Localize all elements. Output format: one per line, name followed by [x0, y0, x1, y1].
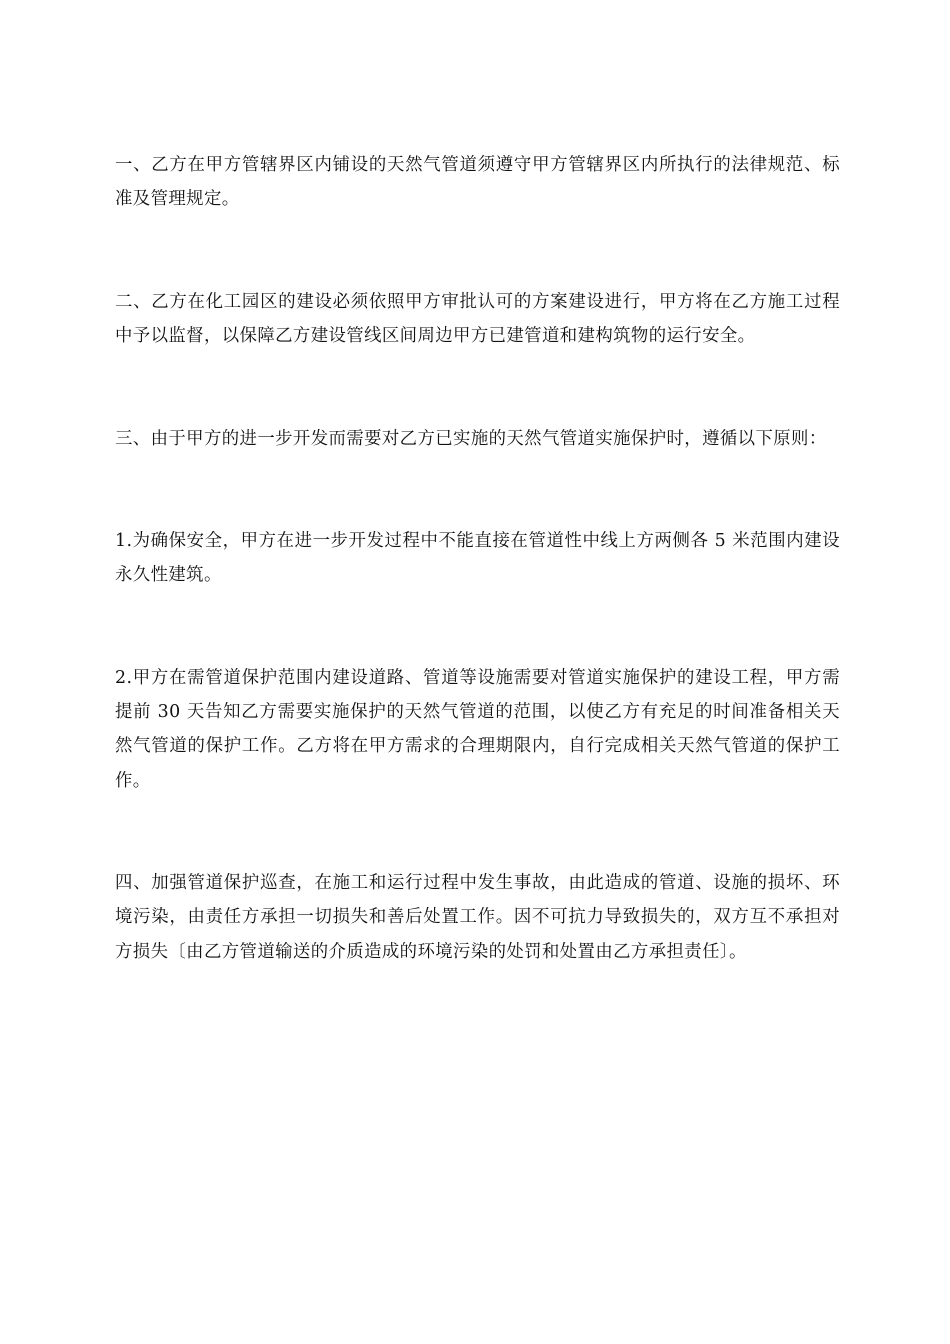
paragraph-5: 2.甲方在需管道保护范围内建设道路、管道等设施需要对管道实施保护的建设工程，甲方需提前 30 天告知乙方需要实施保护的天然气管道的范围，以使乙方有充足的时间准备相关天然气管道的保护工作。乙方将在甲方需求的合理期限内，自行完成相关天然气管道的保护工作。: [115, 667, 840, 791]
document-body: [115, 148, 840, 1037]
paragraph-3: 三、由于甲方的进一步开发而需要对乙方已实施的天然气管道实施保护时，遵循以下原则：: [115, 428, 827, 449]
paragraph-1: 一、乙方在甲方管辖界区内铺设的天然气管道须遵守甲方管辖界区内所执行的法律规范、标准及管理规定。: [115, 155, 840, 210]
paragraph-6: 四、加强管道保护巡查，在施工和运行过程中发生事故，由此造成的管道、设施的损坏、环境污染，由责任方承担一切损失和善后处置工作。因不可抗力导致损失的，双方互不承担对方损失〔由乙方管道输送的介质造成的环境污染的处罚和处置由乙方承担责任〕。: [115, 873, 840, 962]
paragraph-2: 二、乙方在化工园区的建设必须依照甲方审批认可的方案建设进行，甲方将在乙方施工过程中予以监督，以保障乙方建设管线区间周边甲方已建管道和建构筑物的运行安全。: [115, 291, 840, 346]
paragraph-4: 1.为确保安全，甲方在进一步开发过程中不能直接在管道性中线上方两侧各 5 米范围内建设永久性建筑。: [115, 531, 840, 586]
